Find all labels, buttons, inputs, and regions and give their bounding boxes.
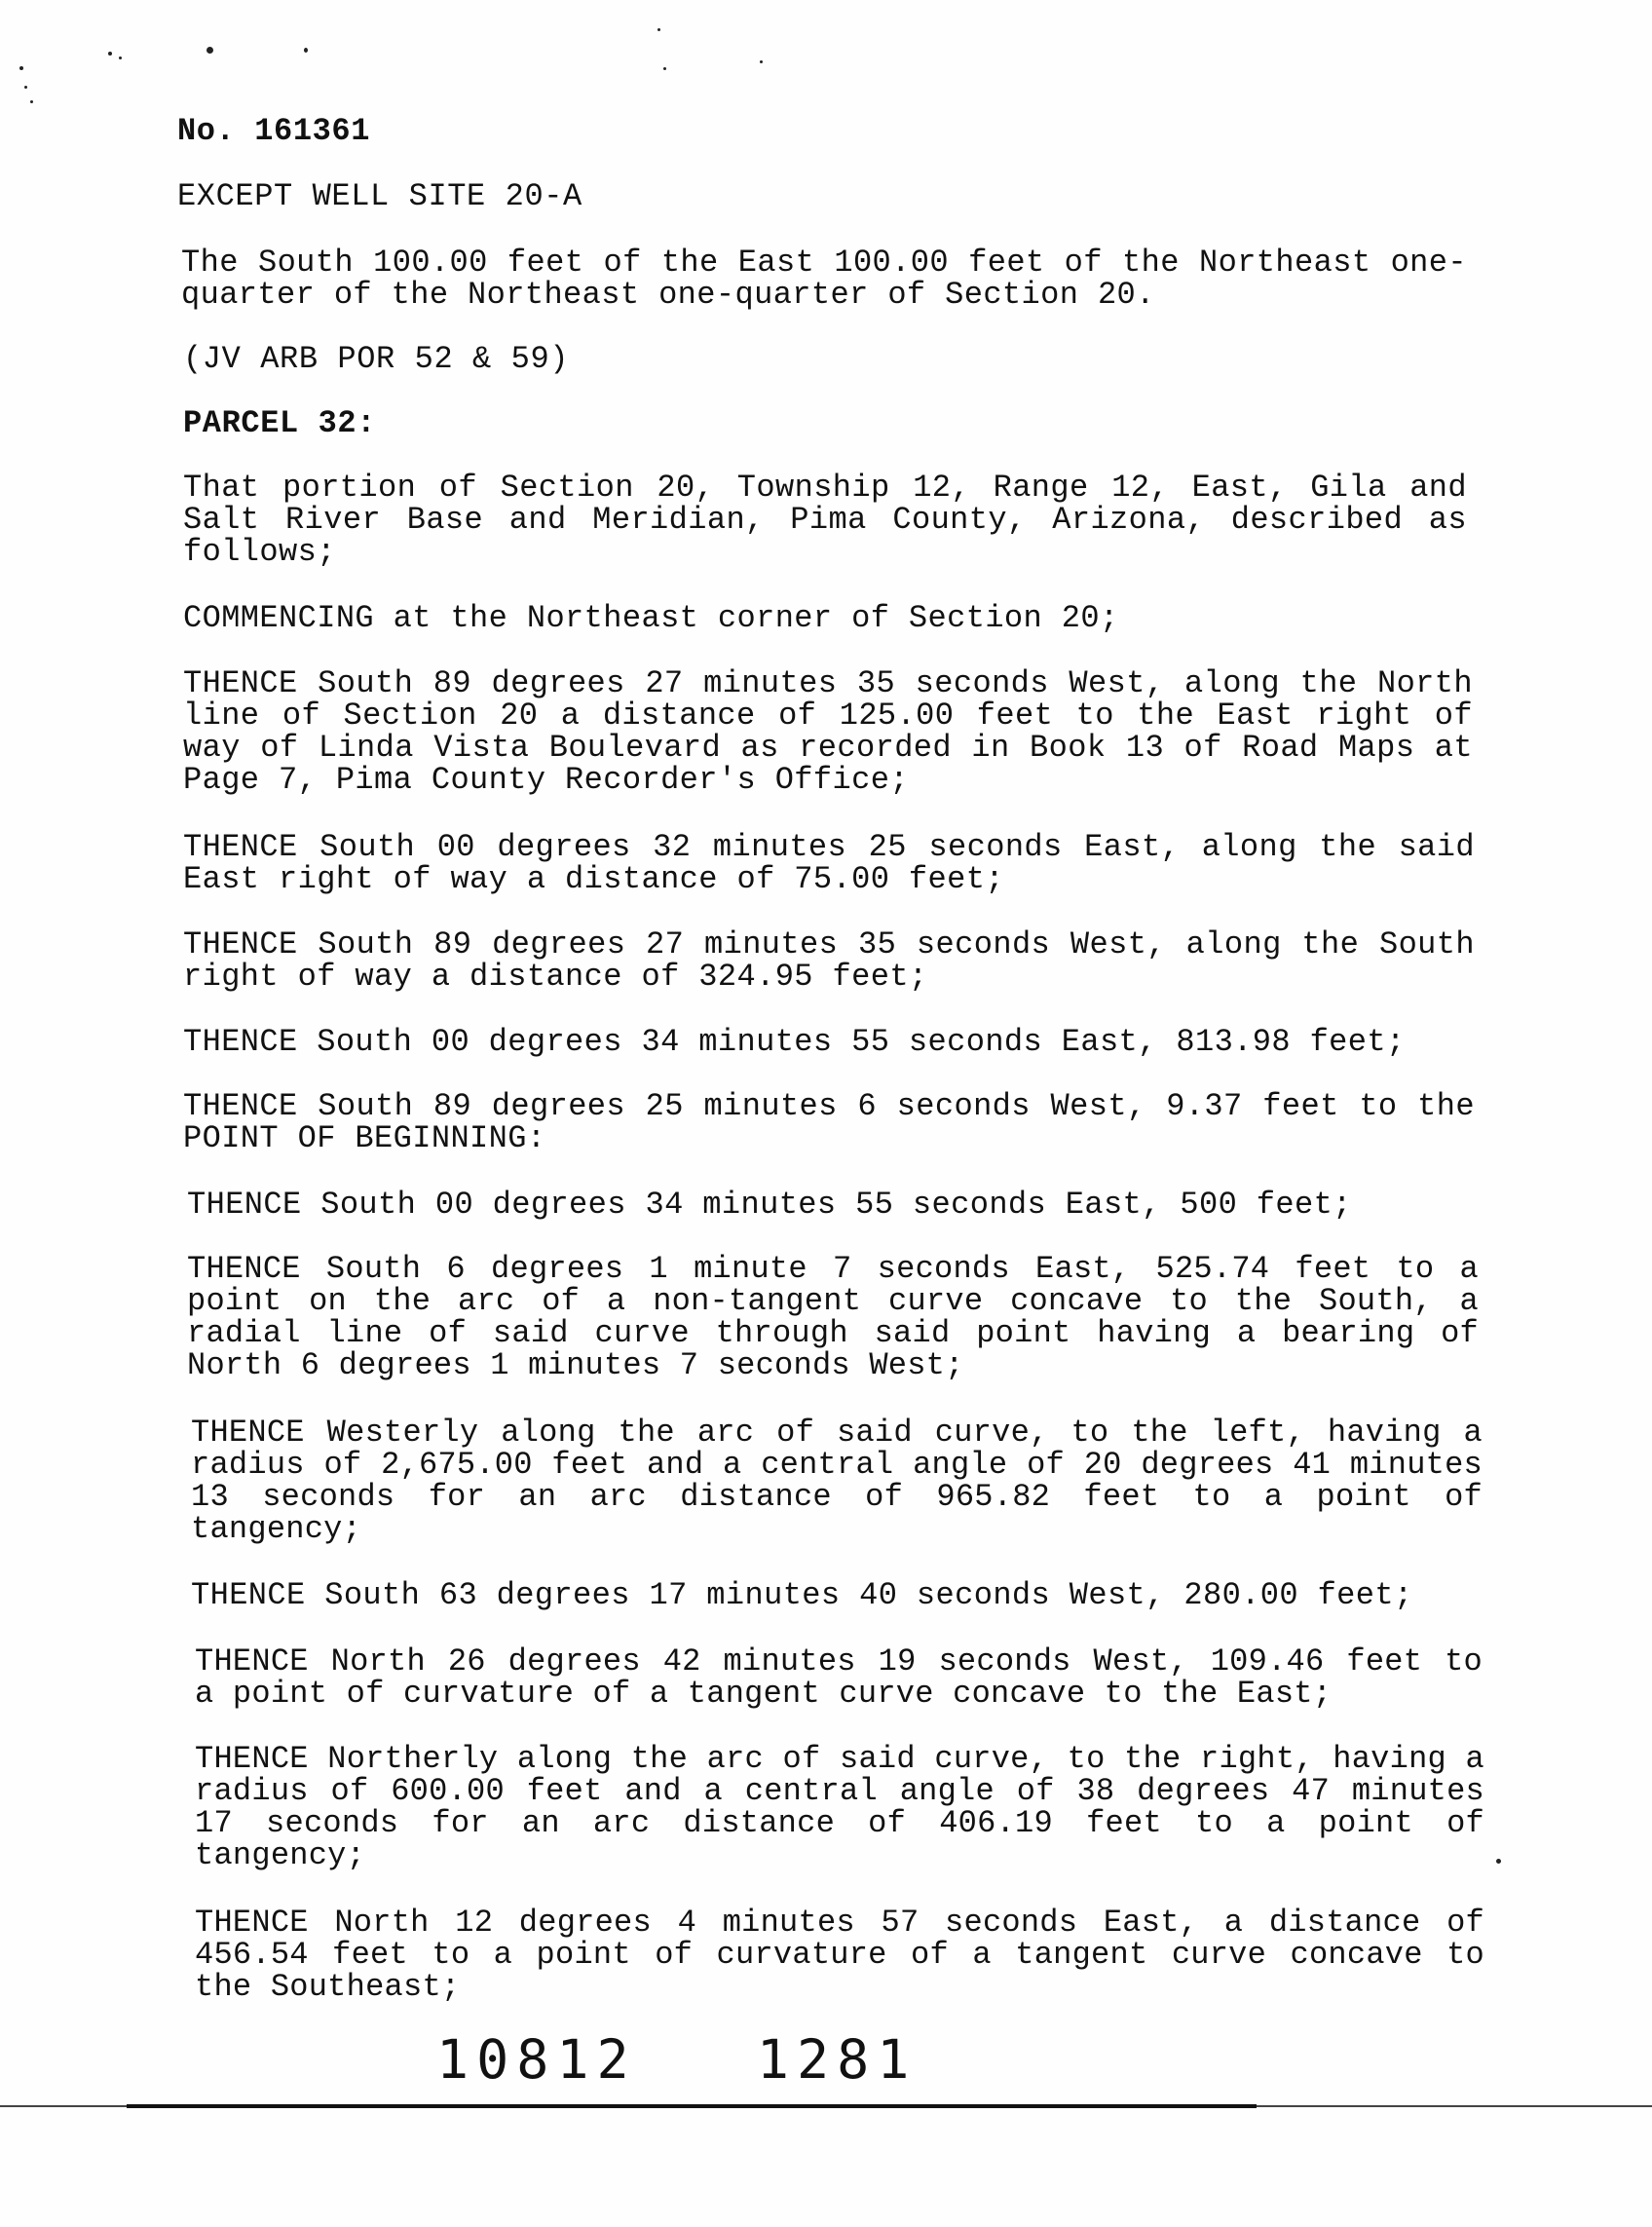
description-paragraph: THENCE Northerly along the arc of said curve, to the right, having a radius of 600.00 feet and a central angle of 38 degrees 47 minutes 17 seconds for an arc distance of 406.19 feet to a point of tangency; — [195, 1741, 1484, 1873]
scan-speck — [19, 66, 23, 70]
description-paragraph: THENCE North 12 degrees 4 minutes 57 seconds East, a distance of 456.54 feet to a point of curvature of a tangent curve concave to the Southeast; — [195, 1905, 1484, 2005]
recording-number: 10812 1281 — [436, 2028, 918, 2091]
document-number: No. 161361 — [177, 113, 371, 149]
reference-note: (JV ARB POR 52 & 59) — [183, 341, 570, 377]
scan-speck — [304, 48, 308, 53]
description-paragraph: THENCE South 89 degrees 25 minutes 6 seconds West, 9.37 feet to the POINT OF BEGINNING: — [183, 1088, 1475, 1156]
scan-speck — [760, 60, 763, 63]
description-paragraph: THENCE Westerly along the arc of said curve, to the left, having a radius of 2,675.00 feet and a central angle of 20 degrees 41 minutes 13 seconds for an arc distance of 965.82 feet to a point of tangency; — [191, 1415, 1483, 1547]
description-paragraph: COMMENCING at the Northeast corner of Section 20; — [183, 600, 1119, 636]
description-paragraph: THENCE North 26 degrees 42 minutes 19 seconds West, 109.46 feet to a point of curvature of a tangent curve concave to the East; — [195, 1643, 1483, 1712]
description-paragraph: THENCE South 00 degrees 32 minutes 25 seconds East, along the said East right of way a distance of 75.00 feet; — [183, 829, 1475, 897]
scan-speck — [108, 52, 112, 56]
scan-speck — [24, 86, 27, 89]
description-paragraph: THENCE South 00 degrees 34 minutes 55 seconds East, 500 feet; — [187, 1187, 1352, 1223]
scan-speck — [206, 47, 213, 54]
well-site-description: The South 100.00 feet of the East 100.00 feet of the Northeast one-quarter of the Northeast one-quarter of Section 20. — [181, 245, 1467, 313]
page-bottom-rule-dark — [127, 2104, 1257, 2108]
except-heading: EXCEPT WELL SITE 20-A — [177, 178, 582, 214]
scan-speck — [30, 100, 33, 103]
description-paragraph: THENCE South 6 degrees 1 minute 7 seconds East, 525.74 feet to a point on the arc of a non-tangent curve concave to the South, a radial line of said curve through said point having a bearing of North 6 degrees 1 minutes 7 seconds West; — [187, 1251, 1479, 1383]
scan-speck — [657, 28, 660, 31]
description-paragraph: THENCE South 63 degrees 17 minutes 40 seconds West, 280.00 feet; — [191, 1577, 1413, 1613]
scan-speck — [1496, 1859, 1501, 1864]
description-paragraph: THENCE South 89 degrees 27 minutes 35 seconds West, along the South right of way a distance of 324.95 feet; — [183, 926, 1475, 995]
description-paragraph: THENCE South 00 degrees 34 minutes 55 seconds East, 813.98 feet; — [183, 1024, 1406, 1060]
parcel-heading: PARCEL 32: — [183, 405, 377, 441]
description-paragraph: THENCE South 89 degrees 27 minutes 35 seconds West, along the North line of Section 20 a distance of 125.00 feet to the East right of way of Linda Vista Boulevard as recorded in Book 13 of Road Maps at Page 7, Pima County Recorder's Office; — [183, 665, 1473, 798]
scan-speck — [119, 57, 122, 59]
scan-speck — [663, 67, 666, 70]
description-paragraph: That portion of Section 20, Township 12, Range 12, East, Gila and Salt River Base and Meridian, Pima County, Arizona, described as follows; — [183, 470, 1467, 570]
